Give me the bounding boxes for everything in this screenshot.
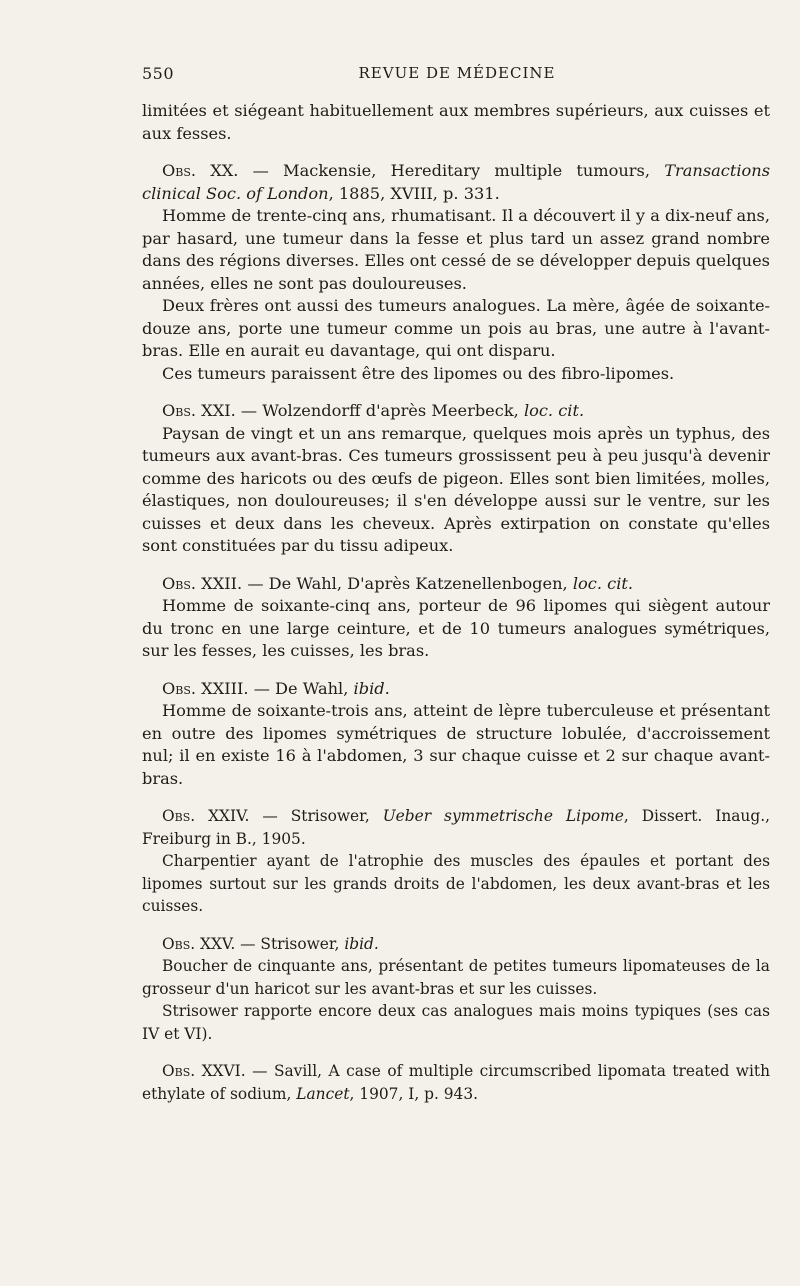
observation-label: Obs. XXV. — [162, 934, 236, 953]
observation-label: Obs. XXI. — [162, 401, 236, 420]
observation-paragraph: Strisower rapporte encore deux cas analogues mais moins typiques (ses cas IV et VI). — [142, 1002, 770, 1043]
reference-text: — De Wahl, D'après Katzenellenbogen, — [242, 573, 573, 593]
observation-21 — [142, 400, 770, 558]
observation-paragraph: Homme de trente-cinq ans, rhumatisant. Il a découvert il y a dix-neuf ans, par hasard, une tumeur dans la fesse et plus tard un assez grand nombre dans des régions diverses. Elles ont cessé de se développer depuis quelques années, elles ne sont pas douloureuses. — [142, 206, 770, 293]
reference-italic: Lancet — [296, 1084, 350, 1103]
reference-text-end: , 1885, XVIII, p. 331. — [328, 183, 500, 203]
observation-paragraph: Homme de soixante-trois ans, atteint de lèpre tuberculeuse et présentant en outre des lipomes symétriques de structure lobulée, d'accroissement nul; il en existe 16 à l'abdomen, 3 sur chaque cuisse et 2 sur chaque avant-bras. — [142, 701, 770, 788]
observation-26 — [142, 1060, 770, 1105]
observation-paragraph: Ces tumeurs paraissent être des lipomes ou des fibro-lipomes. — [162, 363, 675, 383]
observation-paragraph: Charpentier ayant de l'atrophie des muscles des épaules et portant des lipomes surtout sur les grands droits de l'abdomen, les deux avant-bras et les cuisses. — [142, 852, 770, 915]
observation-heading — [142, 573, 770, 596]
reference-italic: loc. cit. — [523, 401, 585, 420]
observation-heading — [142, 160, 770, 205]
page-header — [142, 64, 772, 90]
reference-italic: Transactions clinical Soc. of London — [142, 161, 771, 203]
reference-text-end: , 1907, I, p. 943. — [349, 1084, 479, 1103]
body-text — [142, 100, 770, 1105]
observation-label: Obs. XX. — [162, 161, 239, 180]
observation-heading — [142, 678, 770, 701]
observation-heading — [142, 805, 770, 850]
reference-italic: ibid. — [344, 934, 379, 953]
intro-paragraph: limitées et siégeant habituellement aux membres supérieurs, aux cuisses et aux fesses. — [142, 101, 770, 143]
reference-italic: loc. cit. — [572, 573, 634, 593]
reference-text: — Strisower, — [235, 934, 345, 953]
reference-text: — Strisower, — [249, 807, 383, 825]
reference-italic: ibid. — [353, 678, 390, 698]
observation-heading — [142, 933, 770, 956]
observation-paragraph: Boucher de cinquante ans, présentant de petites tumeurs lipomateuses de la grosseur d'un haricot sur les avant-bras et sur les cuisses. — [142, 957, 770, 998]
observation-24 — [142, 805, 770, 918]
running-title: REVUE DE MÉDECINE — [358, 64, 556, 82]
observation-23 — [142, 678, 770, 791]
observation-paragraph: Homme de soixante-cinq ans, porteur de 96 lipomes qui siègent autour du tronc en une large ceinture, et de 10 tumeurs analogues symétriques, sur les fesses, les cuisses, les bras. — [142, 596, 770, 660]
observation-label: Obs. XXIV. — [162, 807, 250, 825]
observation-22 — [142, 573, 770, 663]
observation-20 — [142, 160, 770, 385]
reference-text: — Savill, A case of multiple circumscribed lipomata treated with ethylate of sodium, — [142, 1062, 770, 1103]
observation-heading — [142, 1060, 770, 1105]
observation-label: Obs. XXII. — [162, 573, 243, 593]
reference-italic: Ueber symmetrische Lipome — [382, 807, 624, 825]
observation-label: Obs. XXVI. — [162, 1062, 246, 1080]
reference-text: — De Wahl, — [248, 678, 354, 698]
page-number: 550 — [142, 64, 175, 83]
reference-text: — Mackensie, Hereditary multiple tumours, — [238, 161, 665, 180]
observation-25 — [142, 933, 770, 1046]
observation-paragraph: Paysan de vingt et un ans remarque, quelques mois après un typhus, des tumeurs aux avant-bras. Ces tumeurs grossissent peu à peu jusqu'à devenir comme des haricots ou des œufs de pigeon. Elles sont bien limitées, molles, élastiques, non douloureuses; il s'en développe aussi sur le ventre, sur les cuisses et deux dans les cheveux. Après extirpation on constate qu'elles sont constituées par du tissu adipeux. — [142, 423, 770, 555]
observation-paragraph: Deux frères ont aussi des tumeurs analogues. La mère, âgée de soixante-douze ans, porte une tumeur comme un pois au bras, une autre à l'avant-bras. Elle en aurait eu davantage, qui ont disparu. — [142, 296, 770, 360]
reference-text: — Wolzendorff d'après Meerbeck, — [235, 401, 524, 420]
reference-text-end: , Dissert. Inaug., Freiburg in B., 1905. — [142, 807, 770, 848]
observation-label: Obs. XXIII. — [162, 678, 249, 698]
observation-heading — [142, 400, 770, 423]
